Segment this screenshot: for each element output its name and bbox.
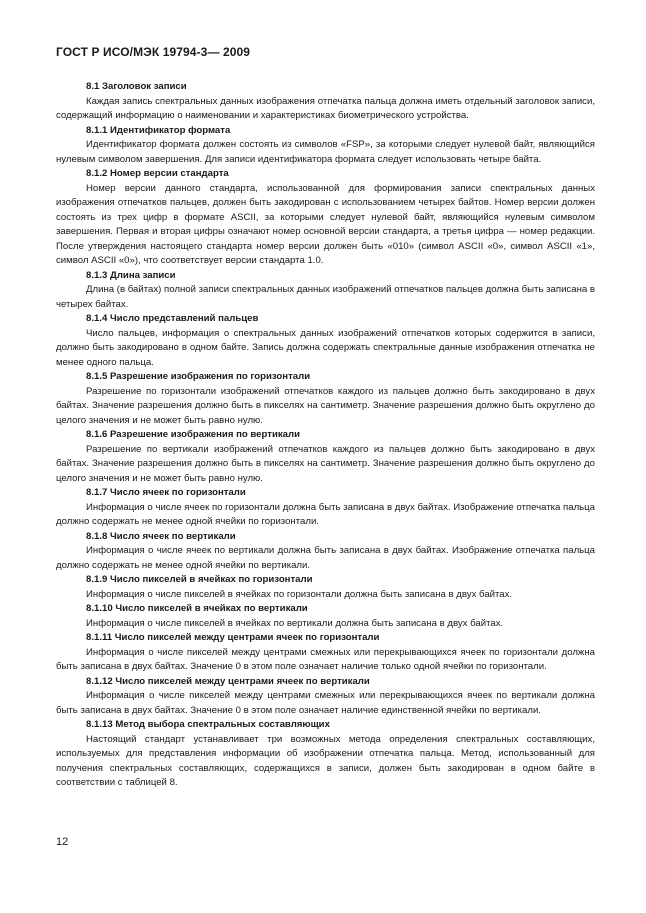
section-heading: 8.1.4 Число представлений пальцев: [86, 313, 259, 324]
section-paragraph: Информация о числе пикселей в ячейках по горизонтали должна быть записана в двух байтах.: [86, 588, 513, 600]
section-8-1-4: [56, 312, 595, 370]
section-8-1-6: [56, 428, 595, 486]
section-heading: 8.1.3 Длина записи: [86, 269, 176, 281]
section-heading: 8.1.12 Число пикселей между центрами ячеек по вертикали: [86, 675, 370, 687]
section-paragraph: Информация о числе пикселей между центрами смежных или перекрывающихся ячеек по горизонтали должна быть записана в двух байтах. Значение 0 в этом поле означает наличие только одной ячейки по горизонтали.: [56, 646, 595, 672]
section-8-1-8: [56, 530, 595, 574]
section-heading: 8.1.2 Номер версии стандарта: [86, 168, 229, 179]
section-paragraph: Разрешение по горизонтали изображений отпечатков каждого из пальцев должно быть закодировано в двух байтах. Значение разрешения должно быть в пикселях на сантиметр. Значение разрешения должно быть округлено до целого значения и не может быть равно нулю.: [56, 385, 595, 426]
section-heading: 8.1.5 Разрешение изображения по горизонтали: [86, 371, 311, 382]
section-8-1-9: [56, 573, 595, 602]
section-8-1: [56, 80, 595, 124]
section-paragraph: Настоящий стандарт устанавливает три возможных метода определения спектральных составляющих, используемых для представления информации об изображении отпечатка пальца. Метод, использованный для получения спектральных составляющих, содержащихся в записи, должен быть закодирован в одном байте в соответствии с таблицей 8.: [56, 733, 595, 788]
section-heading: 8.1.7 Число ячеек по горизонтали: [86, 487, 246, 498]
section-paragraph: Информация о числе пикселей между центрами смежных или перекрывающихся ячеек по вертикали должна быть записана в двух байтах. Значение 0 в этом поле означает наличие единственной ячейки по вертикали.: [56, 690, 595, 716]
section-8-1-2: [56, 167, 595, 269]
section-paragraph: Каждая запись спектральных данных изображения отпечатка пальца должна иметь отдельный заголовок записи, содержащий информацию о наименовании и характеристиках биометрического устройства.: [56, 95, 595, 121]
document-header: ГОСТ Р ИСО/МЭК 19794-3— 2009: [56, 45, 251, 59]
section-paragraph: Номер версии данного стандарта, использованной для формирования записи спектральных данных изображения отпечатков пальцев, должен быть закодирован с использованием четырех байтов. Номер версии должен состоять из трех цифр в формате ASCII, за которыми следует нулевой байт, являющийся нулевым символом завершения. Первая и вторая цифры означают номер основной версии стандарта, а третья цифра — номер редакции. После утверждения настоящего стандарта номер версии должен быть «010» (символ ASCII «0», символ ASCII «1», символ ASCII «0»), что соответствует версии стандарта 1.0.: [56, 182, 595, 266]
section-heading: 8.1.10 Число пикселей в ячейках по вертикали: [86, 603, 308, 614]
section-heading: 8.1.13 Метод выбора спектральных составляющих: [86, 719, 330, 730]
section-8-1-1: [56, 124, 595, 168]
section-paragraph: Информация о числе пикселей в ячейках по вертикали должна быть записана в двух байтах.: [86, 617, 504, 629]
section-paragraph: Длина (в байтах) полной записи спектральных данных изображений отпечатков пальцев должна быть записана в четырех байтах.: [56, 284, 595, 310]
section-8-1-7: [56, 486, 595, 530]
section-paragraph: Идентификатор формата должен состоять из символов «FSP», за которыми следует нулевой байт, являющийся нулевым символом завершения. Для записи идентификатора формата следует использовать четыре байта.: [56, 139, 595, 165]
section-heading: 8.1.6 Разрешение изображения по вертикали: [86, 429, 300, 440]
section-8-1-3: [56, 269, 595, 313]
section-heading: 8.1.11 Число пикселей между центрами ячеек по горизонтали: [86, 632, 380, 643]
section-8-1-11: [56, 631, 595, 675]
section-heading: 8.1 Заголовок записи: [86, 81, 187, 92]
section-paragraph: Информация о числе ячеек по вертикали должна быть записана в двух байтах. Изображение отпечатка пальца должно содержать не менее одной ячейки по вертикали.: [56, 545, 595, 571]
section-8-1-10: [56, 602, 595, 631]
section-heading: 8.1.8 Число ячеек по вертикали: [86, 530, 236, 542]
section-8-1-13: [56, 718, 595, 791]
section-paragraph: Информация о числе ячеек по горизонтали должна быть записана в двух байтах. Изображение отпечатка пальца должно содержать не менее одной ячейки по горизонтали.: [56, 501, 595, 527]
document-body: [56, 80, 595, 791]
page-number: 12: [56, 836, 69, 848]
section-8-1-12: [56, 675, 595, 719]
section-heading: 8.1.9 Число пикселей в ячейках по горизонтали: [86, 574, 313, 585]
section-paragraph: Разрешение по вертикали изображений отпечатков каждого из пальцев должно быть закодировано в двух байтах. Значение разрешения должно быть в пикселях на сантиметр. Значение разрешения должно быть округлено до целого значения и не может быть равно нулю.: [56, 443, 595, 484]
section-heading: 8.1.1 Идентификатор формата: [86, 124, 231, 136]
section-8-1-5: [56, 370, 595, 428]
section-paragraph: Число пальцев, информация о спектральных данных изображений отпечатков которых содержится в записи, должно быть закодировано в одном байте. Запись должна содержать спектральные данные изображения отпечатка не менее одного пальца.: [56, 327, 595, 368]
